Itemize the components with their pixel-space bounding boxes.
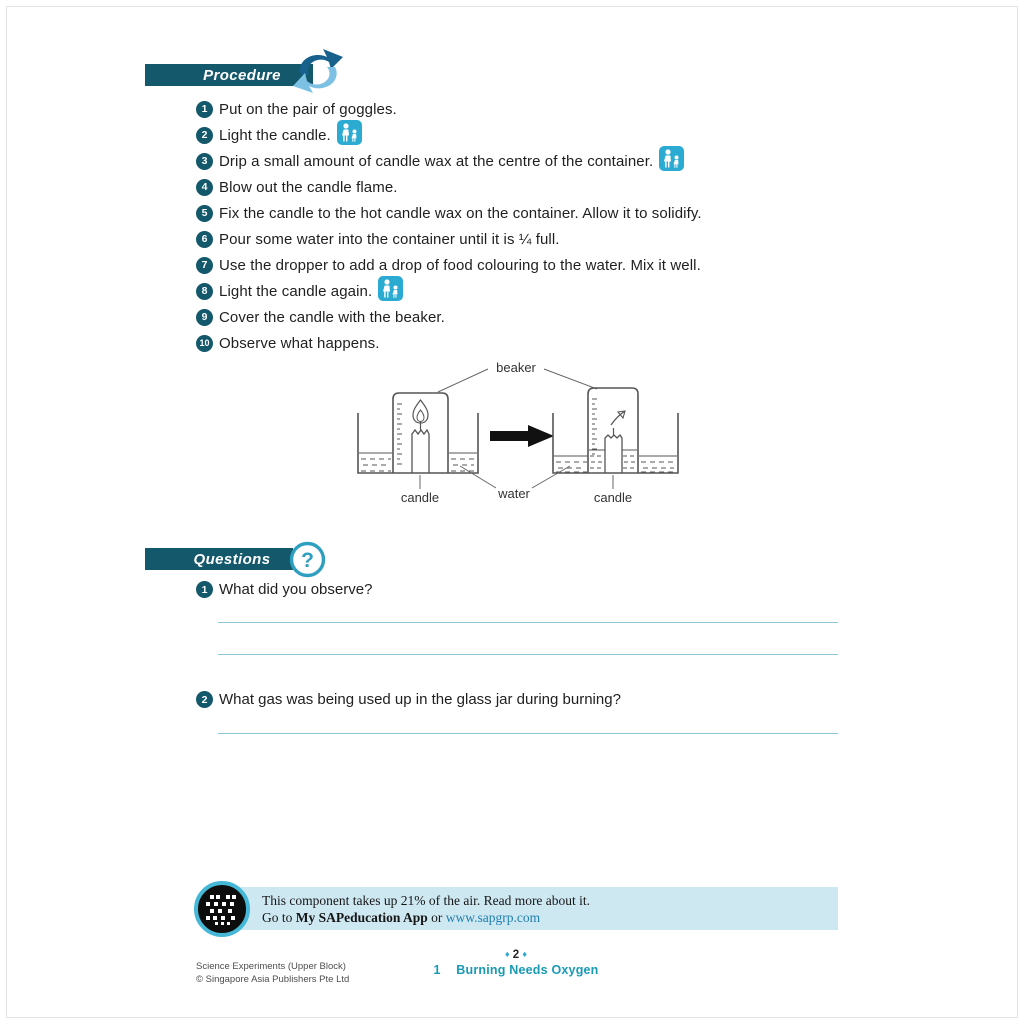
step-row: 5 Fix the candle to the hot candle wax on the container. Allow it to solidify.	[196, 200, 702, 226]
experiment-diagram	[348, 358, 690, 513]
question-number-badge: 2	[196, 691, 213, 708]
step-number-badge: 8	[196, 283, 213, 300]
step-row: 4 Blow out the candle flame.	[196, 174, 702, 200]
cycle-arrows-icon	[287, 45, 349, 102]
step-number-badge: 7	[196, 257, 213, 274]
water-label: water	[498, 486, 530, 501]
questions-banner	[145, 548, 293, 570]
copyright: © Singapore Asia Publishers Pte Ltd	[196, 974, 350, 985]
adult-supervision-icon	[659, 146, 684, 176]
step-number-badge: 1	[196, 101, 213, 118]
step-number-badge: 10	[196, 335, 213, 352]
step-number-badge: 3	[196, 153, 213, 170]
step-row: 1 Put on the pair of goggles.	[196, 96, 702, 122]
website-link[interactable]: www.sapgrp.com	[445, 910, 541, 925]
footer-publisher-info	[196, 960, 349, 986]
question-number-badge: 1	[196, 581, 213, 598]
question-1: 1 What did you observe?	[196, 581, 372, 598]
info-line-2: Go to My SAPeducation App or www.sapgrp.com	[262, 910, 541, 925]
arrow-icon	[490, 425, 554, 447]
step-row: 9 Cover the candle with the beaker.	[196, 304, 702, 330]
candle-left-label: candle	[400, 490, 440, 505]
question-mark-icon	[289, 541, 326, 583]
answer-line	[218, 733, 838, 734]
info-line-1: This component takes up 21% of the air. Read more about it.	[262, 893, 591, 908]
step-row: 10 Observe what happens.	[196, 330, 702, 356]
app-name: My SAPeducation App	[295, 910, 428, 925]
page-number: ♦ 2 ♦	[505, 949, 527, 961]
book-title: Science Experiments (Upper Block)	[196, 961, 346, 972]
step-row: 7 Use the dropper to add a drop of food colouring to the water. Mix it well.	[196, 252, 702, 278]
step-number-badge: 6	[196, 231, 213, 248]
procedure-steps	[196, 96, 702, 356]
info-box	[211, 887, 838, 930]
answer-line	[218, 622, 838, 623]
procedure-title: Procedure	[203, 66, 281, 84]
diamond-icon: ♦	[522, 949, 527, 959]
adult-supervision-icon	[337, 120, 362, 150]
diamond-icon: ♦	[505, 949, 510, 959]
step-row: 3 Drip a small amount of candle wax at the centre of the container.	[196, 148, 702, 174]
question-2: 2 What gas was being used up in the glass jar during burning?	[196, 691, 621, 708]
answer-line	[218, 654, 838, 655]
beaker-label: beaker	[496, 360, 536, 375]
step-number-badge: 5	[196, 205, 213, 222]
step-row: 2 Light the candle.	[196, 122, 702, 148]
step-number-badge: 9	[196, 309, 213, 326]
adult-supervision-icon	[378, 276, 403, 306]
candle-right-label: candle	[593, 490, 633, 505]
footer-page-info	[396, 949, 636, 977]
step-number-badge: 4	[196, 179, 213, 196]
questions-title: Questions	[193, 550, 271, 568]
step-number-badge: 2	[196, 127, 213, 144]
qr-code-icon	[193, 880, 251, 943]
info-text	[262, 892, 590, 926]
step-row: 8 Light the candle again.	[196, 278, 702, 304]
svg-text:?: ?	[301, 549, 314, 572]
step-row: 6 Pour some water into the container until it is ¼ full.	[196, 226, 702, 252]
chapter-title: 1 Burning Needs Oxygen	[433, 963, 599, 977]
